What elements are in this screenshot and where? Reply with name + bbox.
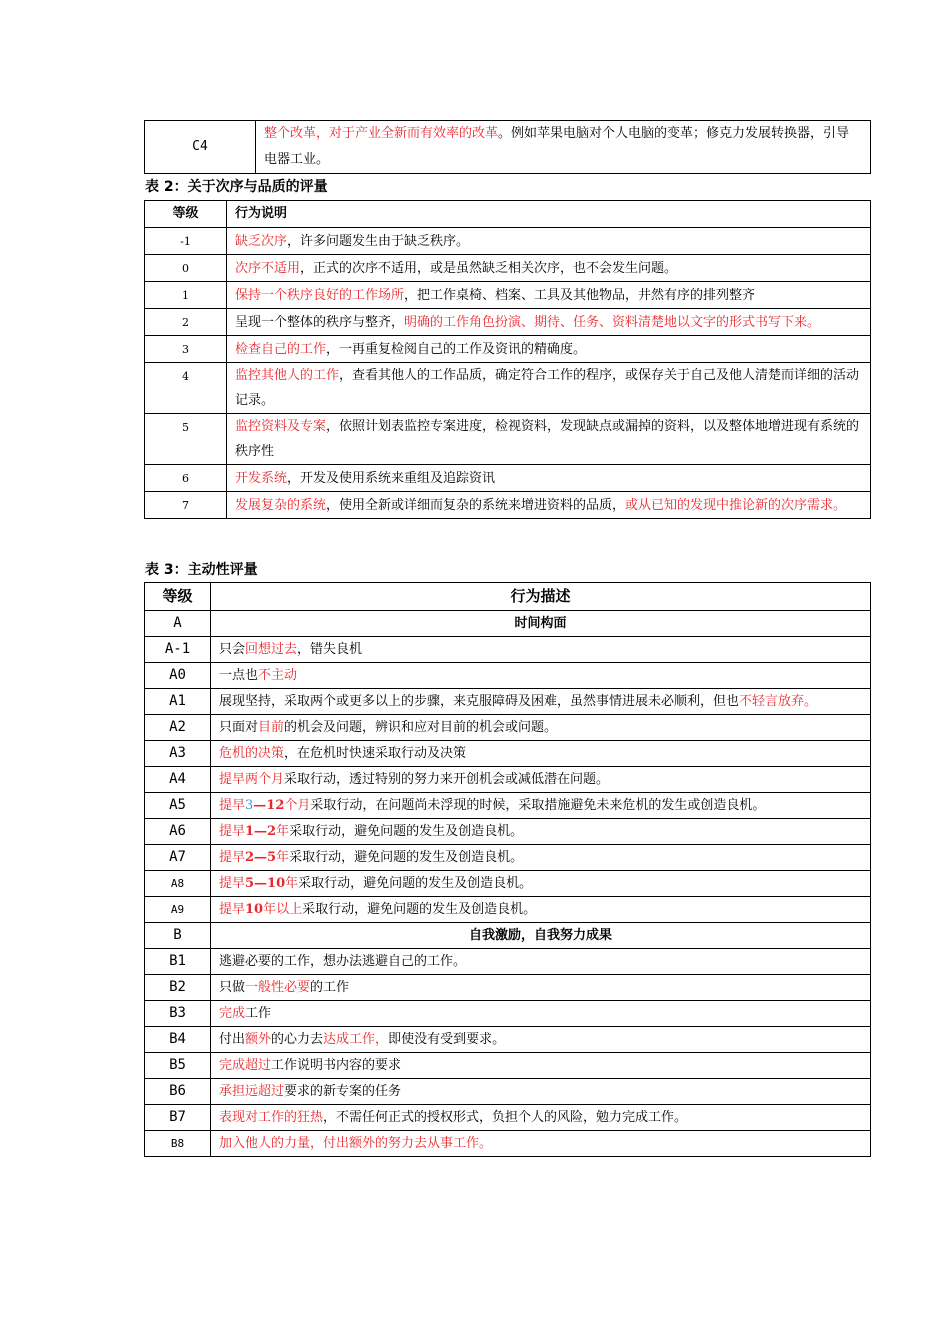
description-text: ，使用全新或详细而复杂的系统来增进资料的品质， xyxy=(326,497,626,513)
table-row xyxy=(145,255,871,282)
level-cell: 2 xyxy=(145,309,227,336)
section-title: 时间构面 xyxy=(211,611,871,637)
description-text: ，许多问题发生由于缺乏秩序。 xyxy=(287,233,470,249)
description-highlight: 回想过去 xyxy=(245,642,298,657)
description-cell xyxy=(211,715,871,741)
level-cell: A6 xyxy=(145,819,211,845)
level-cell: 3 xyxy=(145,336,227,363)
table-row xyxy=(145,689,871,715)
description-text: ，把工作桌椅、档案、工具及其他物品，井然有序的排列整齐 xyxy=(404,287,756,303)
level-cell: A2 xyxy=(145,715,211,741)
description-highlight: 加入他人的力量，付出额外的努力去从事工作。 xyxy=(219,1136,493,1151)
table-3-caption: 表 3：主动性评量 xyxy=(145,562,258,578)
description-highlight: 保持一个秩序良好的工作场所 xyxy=(235,287,405,303)
level-cell: -1 xyxy=(145,228,227,255)
table-row xyxy=(145,975,871,1001)
table-2-caption: 表 2：关于次序与品质的评量 xyxy=(145,179,328,195)
description-highlight: 一般性必要 xyxy=(245,980,311,995)
table-row xyxy=(145,1001,871,1027)
description-highlight: —12 xyxy=(253,798,285,813)
level-cell: A3 xyxy=(145,741,211,767)
header-description: 行为描述 xyxy=(211,583,871,611)
description-highlight: 额外 xyxy=(245,1032,272,1047)
description-text: ，在危机时快速采取行动及决策 xyxy=(284,746,467,761)
description-highlight: 10 xyxy=(245,902,264,917)
description-highlight: 个月 xyxy=(284,798,311,813)
description-highlight: 提早 xyxy=(219,850,246,865)
level-cell: 6 xyxy=(145,465,227,492)
description-highlight: 提早 xyxy=(219,876,246,891)
description-text: 的机会及问题，辨识和应对目前的机会或问题。 xyxy=(284,720,558,735)
description-cell xyxy=(211,897,871,923)
description-text: 逃避必要的工作，想办法逃避自己的工作。 xyxy=(219,954,467,969)
header-level: 等级 xyxy=(145,583,211,611)
table-row xyxy=(145,1053,871,1079)
description-highlight: 目前 xyxy=(258,720,285,735)
description-text: 呈现一个整体的秩序与整齐， xyxy=(235,314,405,330)
description-highlight: 缺乏次序 xyxy=(235,233,288,249)
description-text: ，错失良机 xyxy=(297,642,363,657)
description-highlight: 提早两个月 xyxy=(219,772,285,787)
description-text: 只会 xyxy=(219,642,246,657)
level-cell: A-1 xyxy=(145,637,211,663)
description-highlight: 完成 xyxy=(219,1006,246,1021)
description-text: 付出 xyxy=(219,1032,246,1047)
section-row xyxy=(145,923,871,949)
table-row xyxy=(145,845,871,871)
description-highlight: 2—5 xyxy=(245,850,277,865)
description-cell xyxy=(227,228,871,255)
description-cell xyxy=(211,767,871,793)
description-text: 采取行动，避免问题的发生及创造良机。 xyxy=(289,850,524,865)
description-highlight: 承担远超过 xyxy=(219,1084,285,1099)
table-row xyxy=(145,767,871,793)
description-cell xyxy=(227,309,871,336)
table-row xyxy=(145,637,871,663)
level-cell: A8 xyxy=(145,871,211,897)
table-row xyxy=(145,793,871,819)
description-text: ，正式的次序不适用，或是虽然缺乏相关次序，也不会发生问题。 xyxy=(300,260,678,276)
description-cell xyxy=(211,637,871,663)
description-cell xyxy=(211,689,871,715)
level-cell: 1 xyxy=(145,282,227,309)
description-cell xyxy=(211,741,871,767)
description-highlight: 达成工作， xyxy=(323,1032,389,1047)
table-2-body xyxy=(145,228,871,519)
table-3-body xyxy=(145,611,871,1157)
description-highlight: 年 xyxy=(276,824,290,839)
table-row xyxy=(145,663,871,689)
table-row xyxy=(145,363,871,414)
table-row xyxy=(145,1027,871,1053)
section-title: 自我激励，自我努力成果 xyxy=(211,923,871,949)
table-row xyxy=(145,282,871,309)
description-cell xyxy=(211,1027,871,1053)
description-text: 采取行动，避免问题的发生及创造良机。 xyxy=(289,824,524,839)
description-highlight: 年 xyxy=(276,850,290,865)
description-highlight: 开发系统 xyxy=(235,470,288,486)
level-cell: A0 xyxy=(145,663,211,689)
description-highlight: 整个改革，对于产业全新而有效率的改革 xyxy=(264,126,499,141)
description-text: 只面对 xyxy=(219,720,259,735)
description-cell xyxy=(227,255,871,282)
header-description: 行为说明 xyxy=(227,201,871,228)
description-text: 采取行动，透过特别的努力来开创机会或减低潜在问题。 xyxy=(284,772,610,787)
table-row xyxy=(145,336,871,363)
table-row xyxy=(145,1105,871,1131)
description-cell xyxy=(211,871,871,897)
description-text: 3 xyxy=(245,798,254,813)
description-cell xyxy=(211,975,871,1001)
section-row xyxy=(145,611,871,637)
table-header-row xyxy=(145,201,871,228)
description-text: 工作 xyxy=(245,1006,272,1021)
level-cell: B4 xyxy=(145,1027,211,1053)
level-cell: B3 xyxy=(145,1001,211,1027)
level-cell: B7 xyxy=(145,1105,211,1131)
description-highlight: 不轻言放弃。 xyxy=(739,694,818,709)
level-cell: A7 xyxy=(145,845,211,871)
table-row xyxy=(145,819,871,845)
table-row xyxy=(145,492,871,519)
description-text: 工作说明书内容的要求 xyxy=(271,1058,402,1073)
level-cell: A4 xyxy=(145,767,211,793)
table-row xyxy=(145,871,871,897)
description-cell xyxy=(211,1053,871,1079)
table-row xyxy=(145,121,871,174)
description-highlight: 或从已知的发现中推论新的次序需求。 xyxy=(625,497,847,513)
level-cell: 4 xyxy=(145,363,227,414)
level-cell: 0 xyxy=(145,255,227,282)
description-text: 要求的新专案的任务 xyxy=(284,1084,402,1099)
description-cell xyxy=(211,845,871,871)
description-cell xyxy=(227,363,871,414)
description-cell xyxy=(227,492,871,519)
level-cell: A1 xyxy=(145,689,211,715)
level-cell: B2 xyxy=(145,975,211,1001)
description-text: 只做 xyxy=(219,980,246,995)
description-text: 采取行动，在问题尚未浮现的时候，采取措施避免未来危机的发生或创造良机。 xyxy=(310,798,766,813)
description-cell xyxy=(211,949,871,975)
description-highlight: 1—2 xyxy=(245,824,277,839)
table-row xyxy=(145,897,871,923)
description-highlight: 检查自己的工作 xyxy=(235,341,327,357)
description-cell xyxy=(227,282,871,309)
description-text: 的心力去 xyxy=(271,1032,324,1047)
table-header-row xyxy=(145,583,871,611)
description-highlight: 监控其他人的工作 xyxy=(235,368,340,383)
table-row xyxy=(145,1131,871,1157)
description-highlight: 次序不适用 xyxy=(235,260,301,276)
description-highlight: 5—10 xyxy=(245,876,286,891)
description-text: ，一再重复检阅自己的工作及资讯的精确度。 xyxy=(326,341,587,357)
description-highlight: 明确的工作角色扮演、期待、任务、资料清楚地以文字的形式书写下来。 xyxy=(404,314,821,330)
table-2-order-quality xyxy=(144,200,871,519)
description-highlight: 提早 xyxy=(219,824,246,839)
description-cell xyxy=(211,1131,871,1157)
table-row xyxy=(145,1079,871,1105)
description-highlight: 提早 xyxy=(219,902,246,917)
description-highlight: 不主动 xyxy=(258,668,298,683)
level-cell: 5 xyxy=(145,414,227,465)
description-cell xyxy=(211,1079,871,1105)
table-row xyxy=(145,228,871,255)
level-cell: B1 xyxy=(145,949,211,975)
table-row xyxy=(145,741,871,767)
description-text: 的工作 xyxy=(310,980,350,995)
level-cell: B xyxy=(145,923,211,949)
table-row xyxy=(145,414,871,465)
header-level: 等级 xyxy=(145,201,227,228)
description-text: 一点也 xyxy=(219,668,259,683)
description-cell xyxy=(211,1105,871,1131)
table-1-continued xyxy=(144,120,871,174)
description-text: 采取行动，避免问题的发生及创造良机。 xyxy=(298,876,533,891)
description-highlight: 发展复杂的系统 xyxy=(235,497,327,513)
description-cell xyxy=(227,465,871,492)
description-text: ，查看其他人的工作品质，确定符合工作的程序，或保存关于自己及他人清楚而详细的活动记录。 xyxy=(235,368,860,408)
description-highlight: 年 xyxy=(285,876,299,891)
description-text: ，依照计划表监控专案进度，检视资料，发现缺点或漏掉的资料，以及整体地增进现有系统的秩序性 xyxy=(235,419,860,459)
level-cell: A xyxy=(145,611,211,637)
table-row xyxy=(145,949,871,975)
level-cell: 7 xyxy=(145,492,227,519)
table-3-initiative xyxy=(144,582,871,1157)
description-text: ，不需任何正式的授权形式，负担个人的风险，勉力完成工作。 xyxy=(323,1110,688,1125)
description-text: 采取行动，避免问题的发生及创造良机。 xyxy=(302,902,537,917)
description-text: ，开发及使用系统来重组及追踪资讯 xyxy=(287,470,496,486)
description-highlight: 年以上 xyxy=(263,902,303,917)
table-row xyxy=(145,465,871,492)
description-cell xyxy=(211,793,871,819)
description-cell xyxy=(227,336,871,363)
description-cell xyxy=(256,121,871,174)
table-row xyxy=(145,715,871,741)
level-cell: A9 xyxy=(145,897,211,923)
level-cell: A5 xyxy=(145,793,211,819)
description-highlight: 表现对工作的狂热 xyxy=(219,1110,324,1125)
description-highlight: 危机的决策 xyxy=(219,746,285,761)
description-highlight: 提早 xyxy=(219,798,246,813)
description-text: 展现坚持，采取两个或更多以上的步骤，来克服障碍及困难，虽然事情进展未必顺利，但也 xyxy=(219,694,740,709)
description-text: 即使没有受到要求。 xyxy=(388,1032,506,1047)
description-cell xyxy=(211,663,871,689)
description-highlight: 监控资料及专案 xyxy=(235,419,327,434)
level-cell: B5 xyxy=(145,1053,211,1079)
description-highlight: 完成超过 xyxy=(219,1058,272,1073)
description-cell xyxy=(211,1001,871,1027)
description-cell xyxy=(211,819,871,845)
level-cell: B6 xyxy=(145,1079,211,1105)
level-cell: C4 xyxy=(145,121,256,174)
table-row xyxy=(145,309,871,336)
level-cell: B8 xyxy=(145,1131,211,1157)
description-text: 。例如苹果电脑对个人电脑的变革；修克力发展转换器，引导电器工业。 xyxy=(264,126,850,167)
description-cell xyxy=(227,414,871,465)
